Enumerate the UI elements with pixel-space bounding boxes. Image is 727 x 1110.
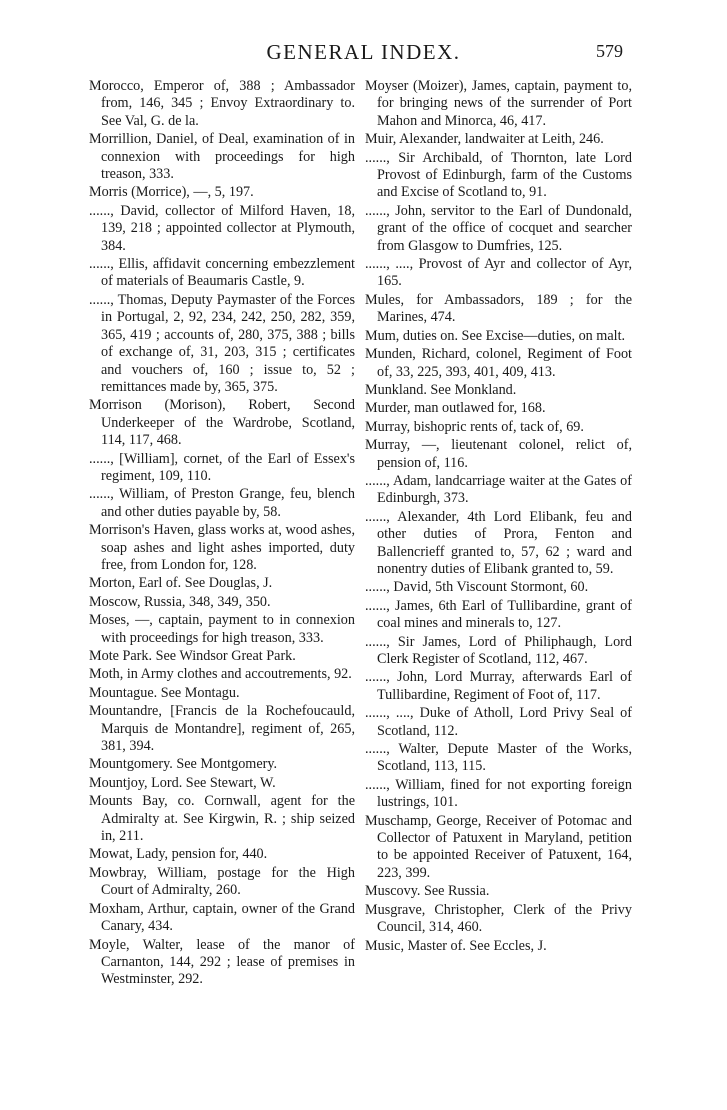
index-entry: Mote Park. See Windsor Great Park. [89, 648, 296, 664]
index-entry: Mountandre, [Francis de la Rochefoucauld, Marquis de Montandre], regiment of, 265, 381, 394. [89, 703, 355, 755]
index-entry: Muscovy. See Russia. [365, 883, 490, 900]
index-entry: ......, Sir James, Lord of Philiphaugh, Lord Clerk Register of Scotland, 112, 467. [365, 633, 632, 667]
index-entry: ......, David, 5th Viscount Stormont, 60. [365, 579, 589, 596]
index-entry: ......, Sir Archibald, of Thornton, late Lord Provost of Edinburgh, farm of the Customs and Excise of Scotland to, 91. [365, 149, 632, 201]
index-entry: Moscow, Russia, 348, 349, 350. [89, 593, 271, 610]
index-entry: Mum, duties on. See Excise—duties, on malt. [365, 327, 626, 344]
index-entry: Morton, Earl of. See Douglas, J. [89, 575, 273, 592]
index-entry: Moses, —, captain, payment to in connexion with proceedings for high treason, 333. [89, 612, 355, 646]
index-entry: ......, William, fined for not exporting foreign lustrings, 101. [365, 776, 632, 811]
index-entry: Mowat, Lady, pension for, 440. [89, 846, 268, 863]
index-entry: Morrillion, Daniel, of Deal, examination of in connexion with proceedings for high treason, 333. [89, 131, 355, 183]
index-entry: ......, John, servitor to the Earl of Dundonald, grant of the office of cocquet and searcher from Glasgow to Dumfries, 125. [365, 202, 632, 254]
index-entry: Murder, man outlawed for, 168. [365, 400, 546, 417]
index-entry: Mountgomery. See Montgomery. [89, 756, 278, 773]
index-entry: Morocco, Emperor of, 388 ; Ambassador from, 146, 345 ; Envoy Extraordinary to. See Val, G. de la. [89, 78, 355, 129]
index-entry: Music, Master of. See Eccles, J. [365, 937, 547, 954]
index-column-left [89, 78, 355, 990]
index-entry: Moyle, Walter, lease of the manor of Carnanton, 144, 292 ; lease of premises in Westminster, 292. [89, 936, 355, 988]
index-entry: Munkland. See Monkland. [365, 381, 517, 398]
index-entry: ......, Adam, landcarriage waiter at the Gates of Edinburgh, 373. [365, 472, 632, 507]
index-entry: ......, John, Lord Murray, afterwards Earl of Tullibardine, Regiment of Foot of, 117. [365, 669, 632, 703]
page-number: 579 [596, 41, 623, 61]
running-title: GENERAL INDEX. [266, 40, 461, 64]
index-entry: Morrison's Haven, glass works at, wood ashes, soap ashes and light ashes imported, duty free, from London for, 128. [89, 522, 355, 573]
index-column-right [365, 78, 632, 956]
index-entry: Musgrave, Christopher, Clerk of the Privy Council, 314, 460. [365, 901, 632, 936]
index-entry: Moxham, Arthur, captain, owner of the Grand Canary, 434. [89, 900, 355, 935]
index-entry: ......, David, collector of Milford Haven, 18, 139, 218 ; appointed collector at Plymouth, 384. [89, 202, 355, 254]
index-entry: Murray, —, lieutenant colonel, relict of, pension of, 116. [365, 437, 632, 471]
index-entry: ......, James, 6th Earl of Tullibardine, grant of coal mines and minerals to, 127. [365, 597, 632, 632]
page-header [0, 40, 727, 70]
index-entry: ......, Alexander, 4th Lord Elibank, feu and other duties of Prora, Fenton and Ballencrieff granted to, 57, 62 ; ward and nonentry duties of Elibank granted to, 59. [365, 508, 632, 577]
index-entry: Muschamp, George, Receiver of Potomac and Collector of Patuxent in Maryland, petition to be appointed Receiver of Patuxent, 164, 223, 399. [365, 812, 632, 881]
index-entry: Murray, bishopric rents of, tack of, 69. [365, 418, 584, 435]
index-entry: Munden, Richard, colonel, Regiment of Foot of, 33, 225, 393, 401, 409, 413. [365, 346, 632, 380]
index-entry: ......, Walter, Depute Master of the Works, Scotland, 113, 115. [365, 741, 632, 775]
index-entry: ......, ...., Provost of Ayr and collector of Ayr, 165. [365, 256, 632, 290]
index-entry: ......, ...., Duke of Atholl, Lord Privy Seal of Scotland, 112. [365, 705, 632, 739]
index-entry: Morrison (Morison), Robert, Second Underkeeper of the Wardrobe, Scotland, 114, 117, 468. [89, 397, 355, 449]
index-entry: Morris (Morrice), —, 5, 197. [89, 184, 254, 201]
index-entry: Moth, in Army clothes and accoutrements, 92. [89, 666, 352, 683]
index-entry: ......, Ellis, affidavit concerning embezzlement of materials of Beaumaris Castle, 9. [89, 256, 355, 290]
index-entry: ......, Thomas, Deputy Paymaster of the Forces in Portugal, 2, 92, 234, 242, 250, 282, 359, 365, 419 ; accounts of, 280, 375, 388 ; bills of exchange of, 31, 203, 315 ; certificates and vouchers of, 160 ; issue to, 52 ; remittances made by, 365, 375. [89, 291, 355, 395]
index-entry: Moyser (Moizer), James, captain, payment to, for bringing news of the surrender of Port Mahon and Minorca, 46, 417. [365, 78, 632, 129]
index-entry: ......, [William], cornet, of the Earl of Essex's regiment, 109, 110. [89, 450, 355, 484]
index-entry: Mowbray, William, postage for the High Court of Admiralty, 260. [89, 864, 355, 899]
index-entry: Mounts Bay, co. Cornwall, agent for the Admiralty at. See Kirgwin, R. ; ship seized in, 211. [89, 793, 355, 845]
index-entry: Mountjoy, Lord. See Stewart, W. [89, 774, 276, 791]
index-entry: Mountague. See Montagu. [89, 684, 240, 701]
index-entry: Mules, for Ambassadors, 189 ; for the Marines, 474. [365, 291, 632, 326]
index-entry: Muir, Alexander, landwaiter at Leith, 246. [365, 131, 604, 148]
index-entry: ......, William, of Preston Grange, feu, blench and other duties payable by, 58. [89, 486, 355, 520]
